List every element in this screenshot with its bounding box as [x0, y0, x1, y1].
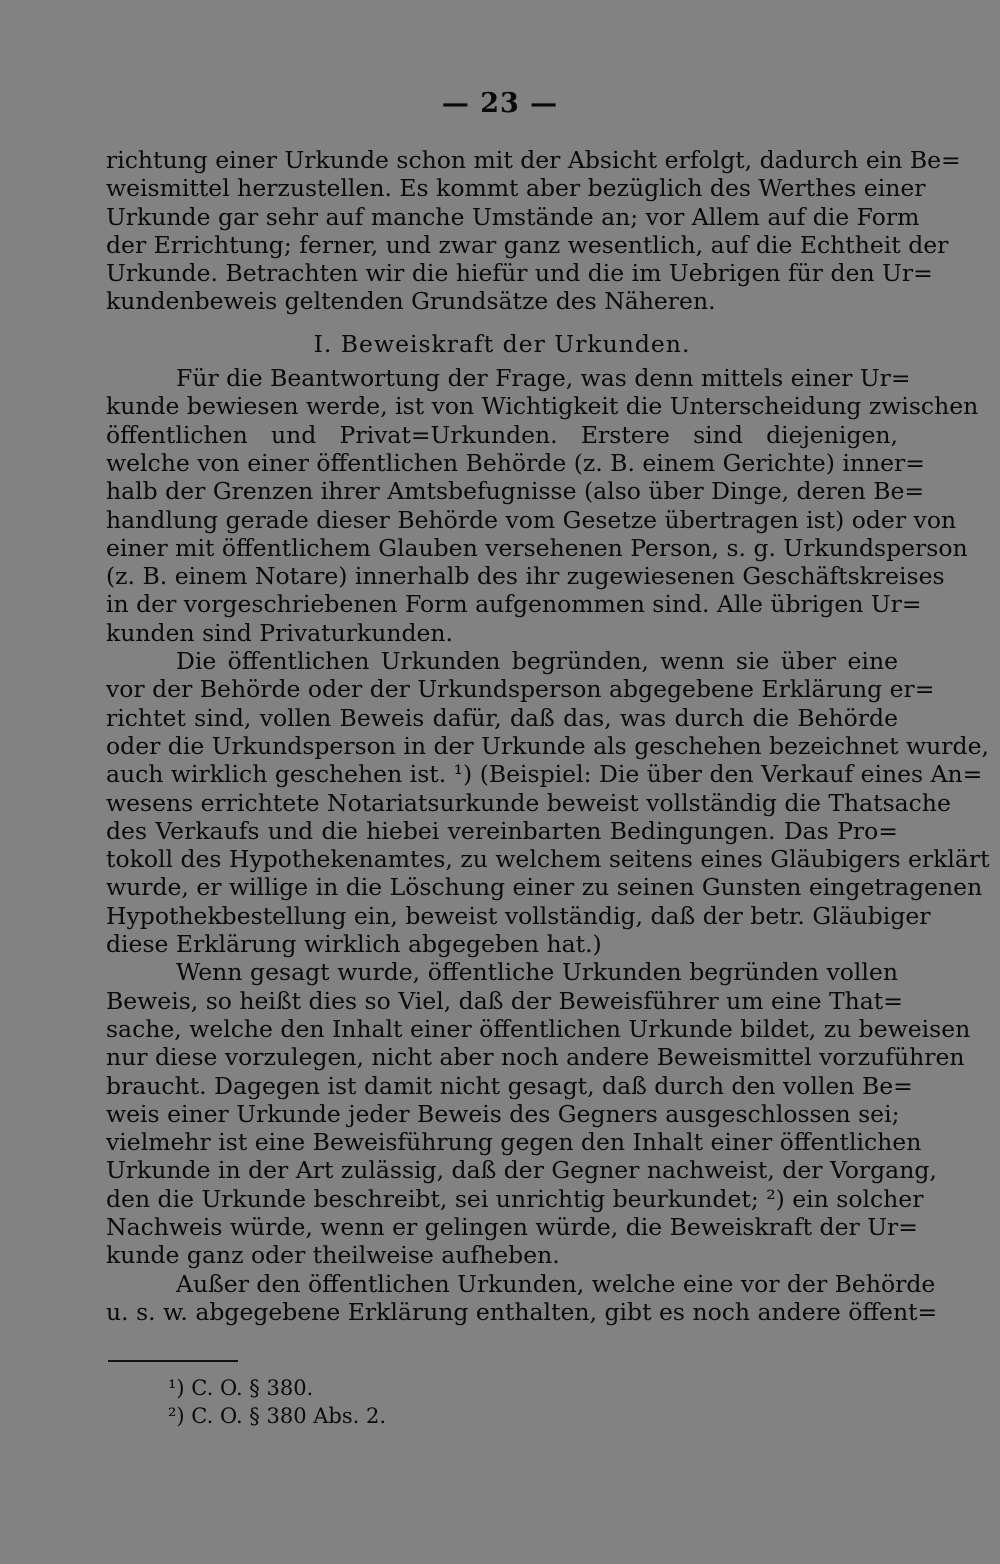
text-line: kunden sind Privaturkunden.: [106, 618, 454, 647]
text-line: Nachweis würde, wenn er gelingen würde, die Beweiskraft der Ur=: [106, 1212, 918, 1241]
text-line: welche von einer öffentlichen Behörde (z. B. einem Gerichte) inner=: [106, 448, 925, 477]
text-line: oder die Urkundsperson in der Urkunde als geschehen bezeichnet wurde,: [106, 731, 989, 760]
text-line: braucht. Dagegen ist damit nicht gesagt, daß durch den vollen Be=: [106, 1071, 913, 1100]
footnote-2: ²) C. O. § 380 Abs. 2.: [168, 1404, 386, 1428]
text-line: einer mit öffentlichem Glauben versehenen Person, s. g. Urkundsperson: [106, 533, 968, 562]
text-line: auch wirklich geschehen ist. ¹) (Beispiel: Die über den Verkauf eines An=: [106, 760, 983, 789]
text-line: öffentlichen und Privat=Urkunden. Erstere sind diejenigen,: [106, 420, 898, 449]
text-line: vielmehr ist eine Beweisführung gegen den Inhalt einer öffentlichen: [106, 1128, 922, 1157]
text-line: wurde, er willige in die Löschung einer zu seinen Gunsten eingetragenen: [106, 873, 983, 902]
text-line: in der vorgeschriebenen Form aufgenommen sind. Alle übrigen Ur=: [106, 590, 922, 619]
text-line: kunde bewiesen werde, ist von Wichtigkeit die Unterscheidung zwischen: [106, 392, 979, 421]
footnotes: [168, 1374, 386, 1430]
text-line: richtung einer Urkunde schon mit der Absicht erfolgt, dadurch ein Be=: [106, 146, 961, 174]
paragraph: [106, 146, 961, 316]
text-line: weismittel herzustellen. Es kommt aber bezüglich des Werthes einer: [106, 174, 926, 203]
text-line: halb der Grenzen ihrer Amtsbefugnisse (also über Dinge, deren Be=: [106, 477, 925, 506]
text-line: Außer den öffentlichen Urkunden, welche eine vor der Behörde: [176, 1269, 936, 1298]
text-line: diese Erklärung wirklich abgegeben hat.): [106, 930, 602, 959]
text-line: Wenn gesagt wurde, öffentliche Urkunden begründen vollen: [176, 958, 898, 987]
footnote-divider: [108, 1360, 238, 1362]
text-line: nur diese vorzulegen, nicht aber noch andere Beweismittel vorzuführen: [106, 1043, 965, 1072]
paragraph: [106, 364, 979, 647]
text-line: Für die Beantwortung der Frage, was denn mittels einer Ur=: [176, 364, 911, 393]
text-line: handlung gerade dieser Behörde vom Gesetze übertragen ist) oder von: [106, 505, 957, 534]
body-text: [106, 146, 990, 1326]
page-number: — 23 —: [441, 88, 559, 119]
paragraph: [106, 1269, 938, 1327]
text-line: (z. B. einem Notare) innerhalb des ihr zugewiesenen Geschäftskreises: [106, 562, 945, 591]
text-line: Urkunde in der Art zulässig, daß der Gegner nachweist, der Vorgang,: [106, 1156, 937, 1185]
paragraph: [106, 647, 990, 959]
section-heading: I. Beweiskraft der Urkunden.: [313, 329, 691, 358]
text-line: kunde ganz oder theilweise aufheben.: [106, 1241, 560, 1270]
text-line: weis einer Urkunde jeder Beweis des Gegners ausgeschlossen sei;: [106, 1099, 900, 1128]
text-line: u. s. w. abgegebene Erklärung enthalten, gibt es noch andere öffent=: [106, 1297, 938, 1326]
text-line: vor der Behörde oder der Urkundsperson abgegebene Erklärung er=: [106, 675, 935, 704]
text-line: den die Urkunde beschreibt, sei unrichtig beurkundet; ²) ein solcher: [106, 1184, 924, 1213]
text-line: Die öffentlichen Urkunden begründen, wenn sie über eine: [176, 647, 898, 676]
text-line: der Errichtung; ferner, und zwar ganz wesentlich, auf die Echtheit der: [106, 230, 949, 259]
text-line: sache, welche den Inhalt einer öffentlichen Urkunde bildet, zu beweisen: [106, 1014, 971, 1043]
text-line: des Verkaufs und die hiebei vereinbarten Bedingungen. Das Pro=: [106, 816, 898, 845]
paragraph: [106, 958, 971, 1270]
text-line: Urkunde. Betrachten wir die hiefür und die im Uebrigen für den Ur=: [106, 259, 933, 288]
text-line: wesens errichtete Notariatsurkunde beweist vollständig die Thatsache: [106, 788, 951, 817]
footnote-1: ¹) C. O. § 380.: [168, 1376, 314, 1400]
text-line: tokoll des Hypothekenamtes, zu welchem seitens eines Gläubigers erklärt: [106, 845, 990, 874]
text-line: Hypothekbestellung ein, beweist vollständig, daß der betr. Gläubiger: [106, 901, 931, 930]
text-line: kundenbeweis geltenden Grundsätze des Näheren.: [106, 287, 716, 316]
text-line: richtet sind, vollen Beweis dafür, daß das, was durch die Behörde: [106, 703, 898, 732]
text-line: Beweis, so heißt dies so Viel, daß der Beweisführer um eine That=: [106, 986, 903, 1015]
text-line: Urkunde gar sehr auf manche Umstände an; vor Allem auf die Form: [106, 202, 920, 231]
